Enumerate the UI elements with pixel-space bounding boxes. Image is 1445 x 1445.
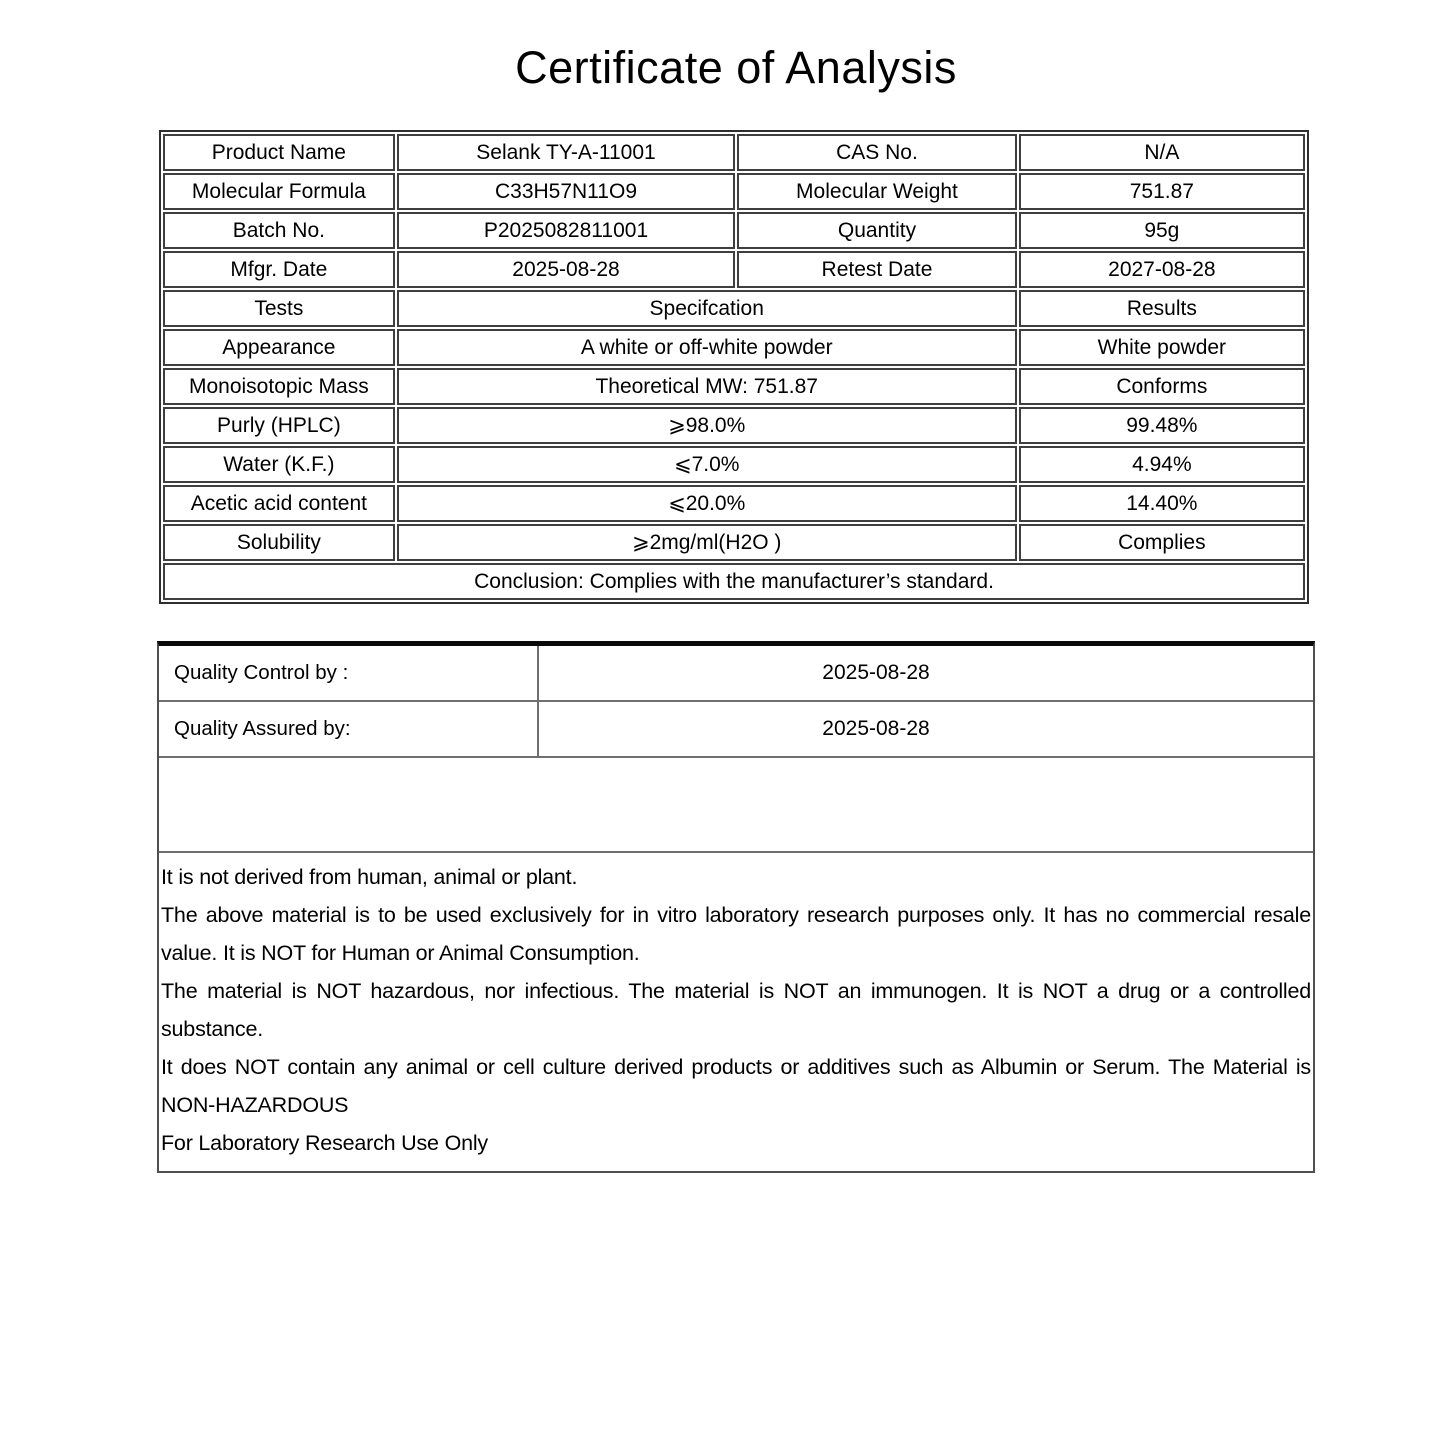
test-name-cell: Solubility — [163, 524, 395, 561]
mfg-date-label: Mfgr. Date — [163, 251, 395, 288]
test-row-monoisotopic-mass — [163, 368, 1305, 405]
test-row-solubility — [163, 524, 1305, 561]
signature-empty-row — [159, 758, 1313, 853]
spec-cell: A white or off-white powder — [397, 329, 1017, 366]
signoff-table — [157, 641, 1315, 1173]
quality-control-label: Quality Control by : — [159, 646, 539, 700]
quantity-label: Quantity — [737, 212, 1016, 249]
conclusion-row — [163, 563, 1305, 600]
spec-cell: ⩽20.0% — [397, 485, 1017, 522]
disclaimer-block — [159, 853, 1313, 1171]
quality-assured-date: 2025-08-28 — [822, 717, 930, 740]
result-cell: 14.40% — [1019, 485, 1305, 522]
product-name-value: Selank TY-A-11001 — [397, 134, 736, 171]
cas-no-value: N/A — [1019, 134, 1305, 171]
spec-cell: ⩾2mg/ml(H2O ) — [397, 524, 1017, 561]
quality-control-date: 2025-08-28 — [822, 661, 930, 684]
disclaimer-paragraph: The material is NOT hazardous, nor infectious. The material is NOT an immunogen. It is NOT a drug or a controlled substance. — [161, 979, 1311, 1041]
table-header-row — [163, 290, 1305, 327]
disclaimer-paragraph: The above material is to be used exclusively for in vitro laboratory research purposes only. It has no commercial resale value. It is NOT for Human or Animal Consumption. — [161, 903, 1311, 965]
quantity-value: 95g — [1019, 212, 1305, 249]
quality-assured-label: Quality Assured by: — [159, 702, 539, 756]
test-name-cell: Acetic acid content — [163, 485, 395, 522]
disclaimer-paragraph: For Laboratory Research Use Only — [161, 1131, 488, 1155]
test-name-cell: Water (K.F.) — [163, 446, 395, 483]
molecular-weight-label: Molecular Weight — [737, 173, 1016, 210]
result-cell: 4.94% — [1019, 446, 1305, 483]
retest-date-label: Retest Date — [737, 251, 1016, 288]
spec-cell: ⩾98.0% — [397, 407, 1017, 444]
specification-header: Specifcation — [397, 290, 1017, 327]
result-cell: 99.48% — [1019, 407, 1305, 444]
quality-assured-row — [159, 702, 1313, 758]
disclaimer-paragraph: It is not derived from human, animal or plant. — [161, 865, 578, 889]
retest-date-value: 2027-08-28 — [1019, 251, 1305, 288]
test-name-cell: Purly (HPLC) — [163, 407, 395, 444]
test-row-water-kf — [163, 446, 1305, 483]
page-title: Certificate of Analysis — [515, 42, 957, 93]
test-row-purity-hplc — [163, 407, 1305, 444]
conclusion-cell: Conclusion: Complies with the manufacturer’s standard. — [163, 563, 1305, 600]
spec-cell: Theoretical MW: 751.87 — [397, 368, 1017, 405]
test-name-cell: Appearance — [163, 329, 395, 366]
table-row-formula — [163, 173, 1305, 210]
results-header: Results — [1019, 290, 1305, 327]
molecular-formula-label: Molecular Formula — [163, 173, 395, 210]
batch-no-label: Batch No. — [163, 212, 395, 249]
result-cell: Complies — [1019, 524, 1305, 561]
product-name-label: Product Name — [163, 134, 395, 171]
molecular-formula-value: C33H57N11O9 — [397, 173, 736, 210]
spec-cell: ⩽7.0% — [397, 446, 1017, 483]
result-cell: White powder — [1019, 329, 1305, 366]
mfg-date-value: 2025-08-28 — [397, 251, 736, 288]
coa-spec-table — [159, 130, 1309, 604]
disclaimer-paragraph: It does NOT contain any animal or cell culture derived products or additives such as Albumin or Serum. The Material is NON-HAZARDOUS — [161, 1055, 1311, 1117]
test-row-appearance — [163, 329, 1305, 366]
certificate-document — [157, 0, 1315, 1173]
molecular-weight-value: 751.87 — [1019, 173, 1305, 210]
tests-header: Tests — [163, 290, 395, 327]
table-row-dates — [163, 251, 1305, 288]
quality-control-row — [159, 646, 1313, 702]
table-row-batch — [163, 212, 1305, 249]
result-cell: Conforms — [1019, 368, 1305, 405]
cas-no-label: CAS No. — [737, 134, 1016, 171]
test-name-cell: Monoisotopic Mass — [163, 368, 395, 405]
table-row-product — [163, 134, 1305, 171]
test-row-acetic-acid — [163, 485, 1305, 522]
batch-no-value: P2025082811001 — [397, 212, 736, 249]
